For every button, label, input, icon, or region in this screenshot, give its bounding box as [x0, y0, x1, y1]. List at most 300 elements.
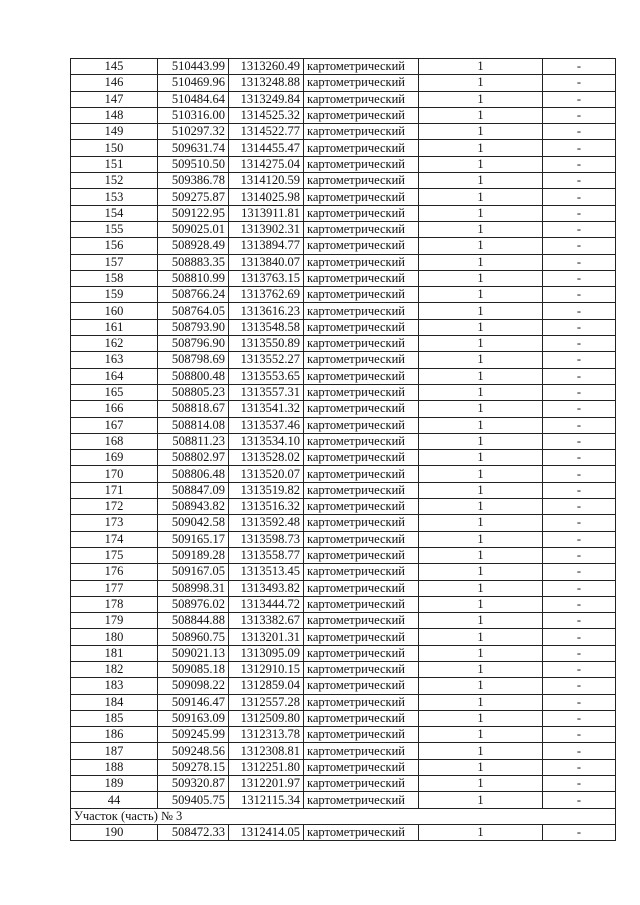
accuracy-cell: 1	[419, 401, 543, 417]
point-number-cell: 158	[71, 270, 158, 286]
accuracy-cell: 1	[419, 661, 543, 677]
point-number-cell: 180	[71, 629, 158, 645]
coord-x-cell: 508814.08	[158, 417, 229, 433]
method-cell: картометрический	[304, 270, 419, 286]
accuracy-cell: 1	[419, 140, 543, 156]
coord-y-cell: 1313840.07	[229, 254, 304, 270]
table-row	[71, 482, 616, 498]
accuracy-cell: 1	[419, 189, 543, 205]
coord-y-cell: 1313894.77	[229, 238, 304, 254]
accuracy-cell: 1	[419, 319, 543, 335]
coord-x-cell: 508960.75	[158, 629, 229, 645]
description-cell: -	[543, 140, 616, 156]
description-cell: -	[543, 303, 616, 319]
method-cell: картометрический	[304, 661, 419, 677]
coord-x-cell: 509163.09	[158, 710, 229, 726]
point-number-cell: 185	[71, 710, 158, 726]
coord-x-cell: 508806.48	[158, 466, 229, 482]
method-cell: картометрический	[304, 205, 419, 221]
accuracy-cell: 1	[419, 776, 543, 792]
method-cell: картометрический	[304, 678, 419, 694]
coord-y-cell: 1314522.77	[229, 124, 304, 140]
description-cell: -	[543, 417, 616, 433]
description-cell: -	[543, 694, 616, 710]
coord-y-cell: 1313616.23	[229, 303, 304, 319]
method-cell: картометрический	[304, 645, 419, 661]
coord-y-cell: 1313911.81	[229, 205, 304, 221]
accuracy-cell: 1	[419, 759, 543, 775]
coord-x-cell: 508810.99	[158, 270, 229, 286]
method-cell: картометрический	[304, 759, 419, 775]
coord-x-cell: 509098.22	[158, 678, 229, 694]
coord-x-cell: 510443.99	[158, 59, 229, 75]
coord-y-cell: 1313382.67	[229, 613, 304, 629]
table-row	[71, 75, 616, 91]
coord-x-cell: 509405.75	[158, 792, 229, 808]
coord-x-cell: 508844.88	[158, 613, 229, 629]
table-row	[71, 156, 616, 172]
method-cell: картометрический	[304, 352, 419, 368]
table-row	[71, 743, 616, 759]
method-cell: картометрический	[304, 238, 419, 254]
description-cell: -	[543, 173, 616, 189]
section-header-body	[71, 808, 616, 824]
description-cell: -	[543, 433, 616, 449]
accuracy-cell: 1	[419, 564, 543, 580]
method-cell: картометрический	[304, 287, 419, 303]
accuracy-cell: 1	[419, 580, 543, 596]
accuracy-cell: 1	[419, 287, 543, 303]
method-cell: картометрический	[304, 189, 419, 205]
coord-y-cell: 1313513.45	[229, 564, 304, 580]
coord-x-cell: 509146.47	[158, 694, 229, 710]
coord-y-cell: 1314025.98	[229, 189, 304, 205]
accuracy-cell: 1	[419, 727, 543, 743]
point-number-cell: 186	[71, 727, 158, 743]
coord-y-cell: 1313201.31	[229, 629, 304, 645]
accuracy-cell: 1	[419, 205, 543, 221]
description-cell: -	[543, 613, 616, 629]
table-row	[71, 547, 616, 563]
table-row	[71, 580, 616, 596]
description-cell: -	[543, 124, 616, 140]
point-number-cell: 169	[71, 450, 158, 466]
coord-x-cell: 508764.05	[158, 303, 229, 319]
method-cell: картометрический	[304, 564, 419, 580]
coord-y-cell: 1313902.31	[229, 221, 304, 237]
table-row	[71, 368, 616, 384]
point-number-cell: 166	[71, 401, 158, 417]
accuracy-cell: 1	[419, 450, 543, 466]
description-cell: -	[543, 792, 616, 808]
accuracy-cell: 1	[419, 270, 543, 286]
coord-y-cell: 1314525.32	[229, 107, 304, 123]
accuracy-cell: 1	[419, 678, 543, 694]
point-number-cell: 153	[71, 189, 158, 205]
table-row	[71, 792, 616, 808]
coord-x-cell: 508796.90	[158, 336, 229, 352]
table-row	[71, 107, 616, 123]
point-number-cell: 159	[71, 287, 158, 303]
point-number-cell: 163	[71, 352, 158, 368]
coord-y-cell: 1313763.15	[229, 270, 304, 286]
description-cell: -	[543, 319, 616, 335]
accuracy-cell: 1	[419, 743, 543, 759]
method-cell: картометрический	[304, 515, 419, 531]
coord-x-cell: 509320.87	[158, 776, 229, 792]
description-cell: -	[543, 547, 616, 563]
table-row	[71, 238, 616, 254]
description-cell: -	[543, 205, 616, 221]
coord-y-cell: 1312313.78	[229, 727, 304, 743]
accuracy-cell: 1	[419, 629, 543, 645]
coord-y-cell: 1312201.97	[229, 776, 304, 792]
table-row	[71, 319, 616, 335]
table-row	[71, 450, 616, 466]
accuracy-cell: 1	[419, 124, 543, 140]
table-row	[71, 661, 616, 677]
coord-x-cell: 509025.01	[158, 221, 229, 237]
coord-x-cell: 509248.56	[158, 743, 229, 759]
coord-y-cell: 1312414.05	[229, 824, 304, 840]
description-cell: -	[543, 466, 616, 482]
method-cell: картометрический	[304, 531, 419, 547]
point-number-cell: 168	[71, 433, 158, 449]
coord-x-cell: 508818.67	[158, 401, 229, 417]
accuracy-cell: 1	[419, 156, 543, 172]
coord-y-cell: 1313528.02	[229, 450, 304, 466]
point-number-cell: 178	[71, 596, 158, 612]
coord-x-cell: 510297.32	[158, 124, 229, 140]
coord-x-cell: 508793.90	[158, 319, 229, 335]
coord-y-cell: 1312557.28	[229, 694, 304, 710]
coord-y-cell: 1312308.81	[229, 743, 304, 759]
method-cell: картометрический	[304, 580, 419, 596]
point-number-cell: 156	[71, 238, 158, 254]
method-cell: картометрический	[304, 59, 419, 75]
point-number-cell: 44	[71, 792, 158, 808]
method-cell: картометрический	[304, 107, 419, 123]
table-row	[71, 564, 616, 580]
table-row	[71, 727, 616, 743]
coord-y-cell: 1313592.48	[229, 515, 304, 531]
point-number-cell: 164	[71, 368, 158, 384]
coord-x-cell: 508805.23	[158, 384, 229, 400]
table-row	[71, 824, 616, 840]
method-cell: картометрический	[304, 384, 419, 400]
description-cell: -	[543, 368, 616, 384]
method-cell: картометрический	[304, 173, 419, 189]
description-cell: -	[543, 352, 616, 368]
description-cell: -	[543, 710, 616, 726]
point-number-cell: 147	[71, 91, 158, 107]
method-cell: картометрический	[304, 91, 419, 107]
point-number-cell: 167	[71, 417, 158, 433]
method-cell: картометрический	[304, 368, 419, 384]
coord-y-cell: 1313548.58	[229, 319, 304, 335]
description-cell: -	[543, 59, 616, 75]
method-cell: картометрический	[304, 319, 419, 335]
point-number-cell: 189	[71, 776, 158, 792]
accuracy-cell: 1	[419, 466, 543, 482]
point-number-cell: 160	[71, 303, 158, 319]
description-cell: -	[543, 645, 616, 661]
point-number-cell: 190	[71, 824, 158, 840]
description-cell: -	[543, 629, 616, 645]
accuracy-cell: 1	[419, 482, 543, 498]
point-number-cell: 165	[71, 384, 158, 400]
method-cell: картометрический	[304, 417, 419, 433]
point-number-cell: 170	[71, 466, 158, 482]
table-row	[71, 433, 616, 449]
coord-y-cell: 1313520.07	[229, 466, 304, 482]
table-row	[71, 417, 616, 433]
accuracy-cell: 1	[419, 336, 543, 352]
table-row	[71, 189, 616, 205]
coordinates-table-body	[71, 59, 616, 809]
coord-x-cell: 509042.58	[158, 515, 229, 531]
coordinates-table	[70, 58, 616, 841]
table-row	[71, 629, 616, 645]
table-row	[71, 352, 616, 368]
table-row	[71, 254, 616, 270]
coordinates-table-body-section-3	[71, 824, 616, 840]
coord-y-cell: 1313516.32	[229, 499, 304, 515]
coord-x-cell: 510316.00	[158, 107, 229, 123]
description-cell: -	[543, 580, 616, 596]
coord-x-cell: 509021.13	[158, 645, 229, 661]
point-number-cell: 184	[71, 694, 158, 710]
description-cell: -	[543, 75, 616, 91]
description-cell: -	[543, 156, 616, 172]
table-row	[71, 384, 616, 400]
method-cell: картометрический	[304, 75, 419, 91]
method-cell: картометрический	[304, 792, 419, 808]
point-number-cell: 148	[71, 107, 158, 123]
description-cell: -	[543, 515, 616, 531]
table-row	[71, 759, 616, 775]
description-cell: -	[543, 221, 616, 237]
point-number-cell: 161	[71, 319, 158, 335]
method-cell: картометрический	[304, 450, 419, 466]
description-cell: -	[543, 824, 616, 840]
accuracy-cell: 1	[419, 531, 543, 547]
method-cell: картометрический	[304, 824, 419, 840]
coord-y-cell: 1313249.84	[229, 91, 304, 107]
coord-x-cell: 508800.48	[158, 368, 229, 384]
table-row	[71, 270, 616, 286]
accuracy-cell: 1	[419, 499, 543, 515]
coord-y-cell: 1313598.73	[229, 531, 304, 547]
coord-x-cell: 509275.87	[158, 189, 229, 205]
method-cell: картометрический	[304, 303, 419, 319]
coord-y-cell: 1312910.15	[229, 661, 304, 677]
coord-x-cell: 508883.35	[158, 254, 229, 270]
description-cell: -	[543, 776, 616, 792]
accuracy-cell: 1	[419, 596, 543, 612]
table-row	[71, 645, 616, 661]
accuracy-cell: 1	[419, 91, 543, 107]
method-cell: картометрический	[304, 336, 419, 352]
description-cell: -	[543, 759, 616, 775]
method-cell: картометрический	[304, 743, 419, 759]
accuracy-cell: 1	[419, 107, 543, 123]
coord-y-cell: 1313444.72	[229, 596, 304, 612]
description-cell: -	[543, 743, 616, 759]
point-number-cell: 149	[71, 124, 158, 140]
description-cell: -	[543, 727, 616, 743]
coord-x-cell: 509631.74	[158, 140, 229, 156]
accuracy-cell: 1	[419, 368, 543, 384]
coord-y-cell: 1314275.04	[229, 156, 304, 172]
accuracy-cell: 1	[419, 417, 543, 433]
accuracy-cell: 1	[419, 221, 543, 237]
description-cell: -	[543, 678, 616, 694]
coord-y-cell: 1313248.88	[229, 75, 304, 91]
table-row	[71, 59, 616, 75]
description-cell: -	[543, 450, 616, 466]
table-row	[71, 499, 616, 515]
method-cell: картометрический	[304, 694, 419, 710]
point-number-cell: 176	[71, 564, 158, 580]
coord-x-cell: 509278.15	[158, 759, 229, 775]
description-cell: -	[543, 336, 616, 352]
table-row	[71, 287, 616, 303]
table-row	[71, 531, 616, 547]
coord-x-cell: 508976.02	[158, 596, 229, 612]
point-number-cell: 181	[71, 645, 158, 661]
method-cell: картометрический	[304, 433, 419, 449]
point-number-cell: 146	[71, 75, 158, 91]
description-cell: -	[543, 107, 616, 123]
coord-y-cell: 1314455.47	[229, 140, 304, 156]
coord-y-cell: 1314120.59	[229, 173, 304, 189]
description-cell: -	[543, 384, 616, 400]
point-number-cell: 179	[71, 613, 158, 629]
method-cell: картометрический	[304, 482, 419, 498]
table-row	[71, 678, 616, 694]
coord-x-cell: 509386.78	[158, 173, 229, 189]
coord-x-cell: 510469.96	[158, 75, 229, 91]
description-cell: -	[543, 254, 616, 270]
accuracy-cell: 1	[419, 547, 543, 563]
description-cell: -	[543, 401, 616, 417]
coord-x-cell: 508943.82	[158, 499, 229, 515]
method-cell: картометрический	[304, 629, 419, 645]
table-row	[71, 466, 616, 482]
table-row	[71, 205, 616, 221]
point-number-cell: 162	[71, 336, 158, 352]
coord-y-cell: 1313553.65	[229, 368, 304, 384]
point-number-cell: 145	[71, 59, 158, 75]
coord-y-cell: 1313552.27	[229, 352, 304, 368]
coord-y-cell: 1313541.32	[229, 401, 304, 417]
table-row	[71, 596, 616, 612]
accuracy-cell: 1	[419, 694, 543, 710]
coord-x-cell: 508472.33	[158, 824, 229, 840]
point-number-cell: 187	[71, 743, 158, 759]
point-number-cell: 173	[71, 515, 158, 531]
point-number-cell: 183	[71, 678, 158, 694]
coord-x-cell: 509189.28	[158, 547, 229, 563]
section-label: Участок (часть) № 3	[71, 808, 616, 824]
coord-y-cell: 1312859.04	[229, 678, 304, 694]
coord-x-cell: 509122.95	[158, 205, 229, 221]
method-cell: картометрический	[304, 613, 419, 629]
table-row	[71, 401, 616, 417]
table-row	[71, 710, 616, 726]
coord-y-cell: 1312509.80	[229, 710, 304, 726]
coord-x-cell: 509165.17	[158, 531, 229, 547]
point-number-cell: 155	[71, 221, 158, 237]
coord-y-cell: 1313519.82	[229, 482, 304, 498]
accuracy-cell: 1	[419, 75, 543, 91]
point-number-cell: 188	[71, 759, 158, 775]
description-cell: -	[543, 189, 616, 205]
coord-y-cell: 1313095.09	[229, 645, 304, 661]
coord-x-cell: 509085.18	[158, 661, 229, 677]
table-row	[71, 776, 616, 792]
accuracy-cell: 1	[419, 645, 543, 661]
coord-x-cell: 508928.49	[158, 238, 229, 254]
coord-x-cell: 509245.99	[158, 727, 229, 743]
description-cell: -	[543, 499, 616, 515]
coord-y-cell: 1313550.89	[229, 336, 304, 352]
method-cell: картометрический	[304, 710, 419, 726]
description-cell: -	[543, 482, 616, 498]
coord-x-cell: 509167.05	[158, 564, 229, 580]
accuracy-cell: 1	[419, 433, 543, 449]
accuracy-cell: 1	[419, 238, 543, 254]
table-row	[71, 515, 616, 531]
description-cell: -	[543, 564, 616, 580]
table-row	[71, 221, 616, 237]
point-number-cell: 151	[71, 156, 158, 172]
table-row	[71, 303, 616, 319]
coord-x-cell: 509510.50	[158, 156, 229, 172]
coord-x-cell: 508798.69	[158, 352, 229, 368]
coord-x-cell: 510484.64	[158, 91, 229, 107]
method-cell: картометрический	[304, 466, 419, 482]
description-cell: -	[543, 661, 616, 677]
accuracy-cell: 1	[419, 613, 543, 629]
coord-x-cell: 508811.23	[158, 433, 229, 449]
accuracy-cell: 1	[419, 59, 543, 75]
coord-y-cell: 1313557.31	[229, 384, 304, 400]
method-cell: картометрический	[304, 776, 419, 792]
coord-y-cell: 1313534.10	[229, 433, 304, 449]
coord-y-cell: 1313762.69	[229, 287, 304, 303]
coord-x-cell: 508847.09	[158, 482, 229, 498]
coord-y-cell: 1313493.82	[229, 580, 304, 596]
section-header-row	[71, 808, 616, 824]
table-row	[71, 91, 616, 107]
coord-y-cell: 1313260.49	[229, 59, 304, 75]
method-cell: картометрический	[304, 547, 419, 563]
method-cell: картометрический	[304, 221, 419, 237]
description-cell: -	[543, 287, 616, 303]
point-number-cell: 174	[71, 531, 158, 547]
table-row	[71, 124, 616, 140]
accuracy-cell: 1	[419, 352, 543, 368]
coord-x-cell: 508998.31	[158, 580, 229, 596]
coord-y-cell: 1313558.77	[229, 547, 304, 563]
accuracy-cell: 1	[419, 173, 543, 189]
point-number-cell: 172	[71, 499, 158, 515]
method-cell: картометрический	[304, 124, 419, 140]
table-row	[71, 613, 616, 629]
point-number-cell: 157	[71, 254, 158, 270]
